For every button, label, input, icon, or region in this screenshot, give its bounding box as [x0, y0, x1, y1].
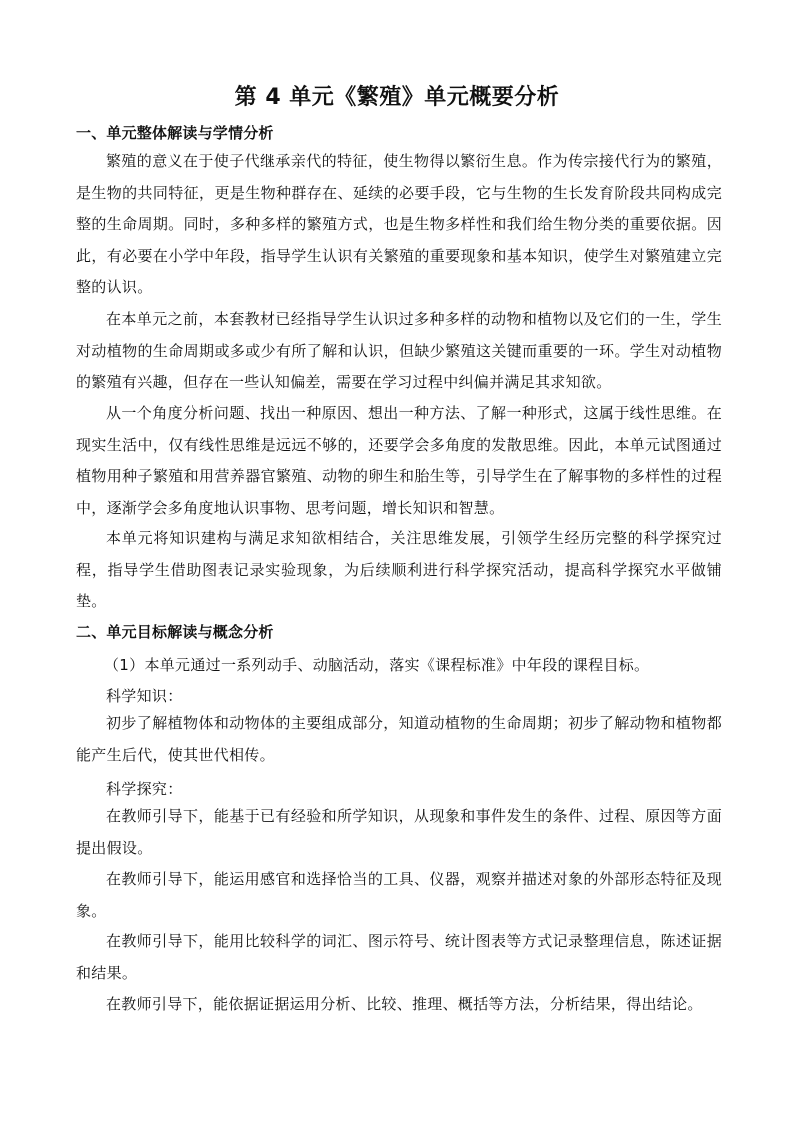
inquiry-label: 科学探究：	[106, 780, 183, 798]
section-heading-1: 一、单元整体解读与学情分析	[76, 124, 274, 142]
section-heading-2: 二、单元目标解读与概念分析	[76, 623, 274, 641]
paragraph-2: 在本单元之前，本套教材已经指导学生认识过多种多样的动物和植物以及它们的一生，学生对动植物的生命周期或多或少有所了解和认识，但缺少繁殖这关键而重要的一环。学生对动植物的繁殖有兴趣，但存在一些认知偏差，需要在学习过程中纠偏并满足其求知欲。	[76, 310, 722, 391]
inquiry-item-3: 在教师引导下，能用比较科学的词汇、图示符号、统计图表等方式记录整理信息，陈述证据和结果。	[76, 932, 722, 982]
paragraph-1: 繁殖的意义在于使子代继承亲代的特征，使生物得以繁衍生息。作为传宗接代行为的繁殖，是生物的共同特征，更是生物种群存在、延续的必要手段，它与生物的生长发育阶段共同构成完整的生命周期。同时，多种多样的繁殖方式，也是生物多样性和我们给生物分类的重要依据。因此，有必要在小学中年段，指导学生认识有关繁殖的重要现象和基本知识，使学生对繁殖建立完整的认识。	[76, 152, 722, 296]
goal-line: （1）本单元通过一系列动手、动脑活动，落实《课程标准》中年段的课程目标。	[104, 656, 650, 674]
knowledge-text: 初步了解植物体和动物体的主要组成部分，知道动植物的生命周期；初步了解动物和植物都能产生后代，使其世代相传。	[76, 714, 722, 764]
inquiry-item-2: 在教师引导下，能运用感官和选择恰当的工具、仪器，观察并描述对象的外部形态特征及现象。	[76, 870, 722, 920]
inquiry-item-4: 在教师引导下，能依据证据运用分析、比较、推理、概括等方法，分析结果，得出结论。	[106, 995, 703, 1013]
inquiry-item-1: 在教师引导下，能基于已有经验和所学知识，从现象和事件发生的条件、过程、原因等方面提出假设。	[76, 807, 722, 857]
knowledge-label: 科学知识：	[106, 687, 183, 705]
paragraph-4: 本单元将知识建构与满足求知欲相结合，关注思维发展，引领学生经历完整的科学探究过程，指导学生借助图表记录实验现象，为后续顺利进行科学探究活动，提高科学探究水平做铺垫。	[76, 529, 722, 610]
paragraph-3: 从一个角度分析问题、找出一种原因、想出一种方法、了解一种形式，这属于线性思维。在现实生活中，仅有线性思维是远远不够的，还要学会多角度的发散思维。因此，本单元试图通过植物用种子繁殖和用营养器官繁殖、动物的卵生和胎生等，引导学生在了解事物的多样性的过程中，逐渐学会多角度地认识事物、思考问题，增长知识和智慧。	[76, 404, 722, 517]
page-title: 第 4 单元《繁殖》单元概要分析	[234, 85, 560, 110]
